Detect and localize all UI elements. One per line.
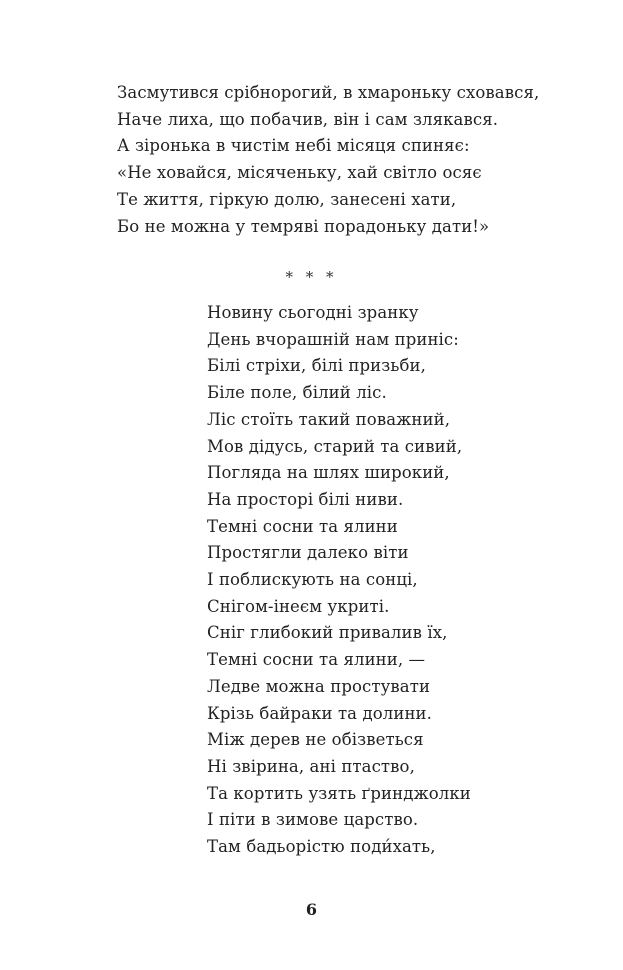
poem-line: Мов дідусь, старий та сивий, [207, 436, 463, 456]
poem-line: День вчорашній нам приніс: [207, 329, 459, 349]
poem-line: Темні сосни та ялини, — [207, 650, 426, 670]
stanza-2 [207, 300, 607, 861]
poem-line: Білі стріхи, білі призьби, [207, 356, 426, 376]
poem-line: Та кортить узять ґринджолки [207, 783, 471, 803]
poem-line: Сніг глибокий привалив їх, [207, 623, 448, 643]
poem-line: Засмутився срібнорогий, в хмароньку сховався, [117, 83, 540, 102]
poem-line: Там бадьорістю поди́хать, [207, 837, 436, 857]
poem-line: Біле поле, білий ліс. [207, 383, 387, 403]
poem-line: Те життя, гіркую долю, занесені хати, [117, 189, 457, 209]
poem-line: Ледве можна простувати [207, 676, 431, 696]
stanza-1 [117, 80, 597, 240]
poem-line: І поблискують на сонці, [207, 570, 418, 590]
poem-line: Погляда на шлях широкий, [207, 463, 450, 483]
poem-line: І піти в зимове царство. [207, 810, 419, 830]
poem-line: Бо не можна у темряві порадоньку дати!» [117, 216, 490, 236]
poem-line: Темні сосни та ялини [207, 516, 398, 536]
poem-line: Новину сьогодні зранку [207, 303, 419, 322]
poem-line: Снігом-інеєм укриті. [207, 596, 390, 616]
section-divider: * * * [285, 268, 338, 286]
poem-line: Простягли далеко віти [207, 543, 409, 563]
poem-line: Крізь байраки та долини. [207, 703, 432, 723]
poem-line: Наче лиха, що побачив, він і сам злякався. [117, 109, 499, 129]
page-number: 6 [305, 900, 318, 919]
poem-line: А зіронька в чистім небі місяця спиняє: [117, 136, 470, 156]
poem-line: «Не ховайся, місяченьку, хай світло осяє [117, 163, 482, 183]
poem-line: Ні звірина, ані птаство, [207, 756, 415, 776]
poem-line: Ліс стоїть такий поважний, [207, 409, 451, 429]
poem-line: Між дерев не обізветься [207, 730, 424, 750]
poem-line: На просторі білі ниви. [207, 489, 404, 509]
